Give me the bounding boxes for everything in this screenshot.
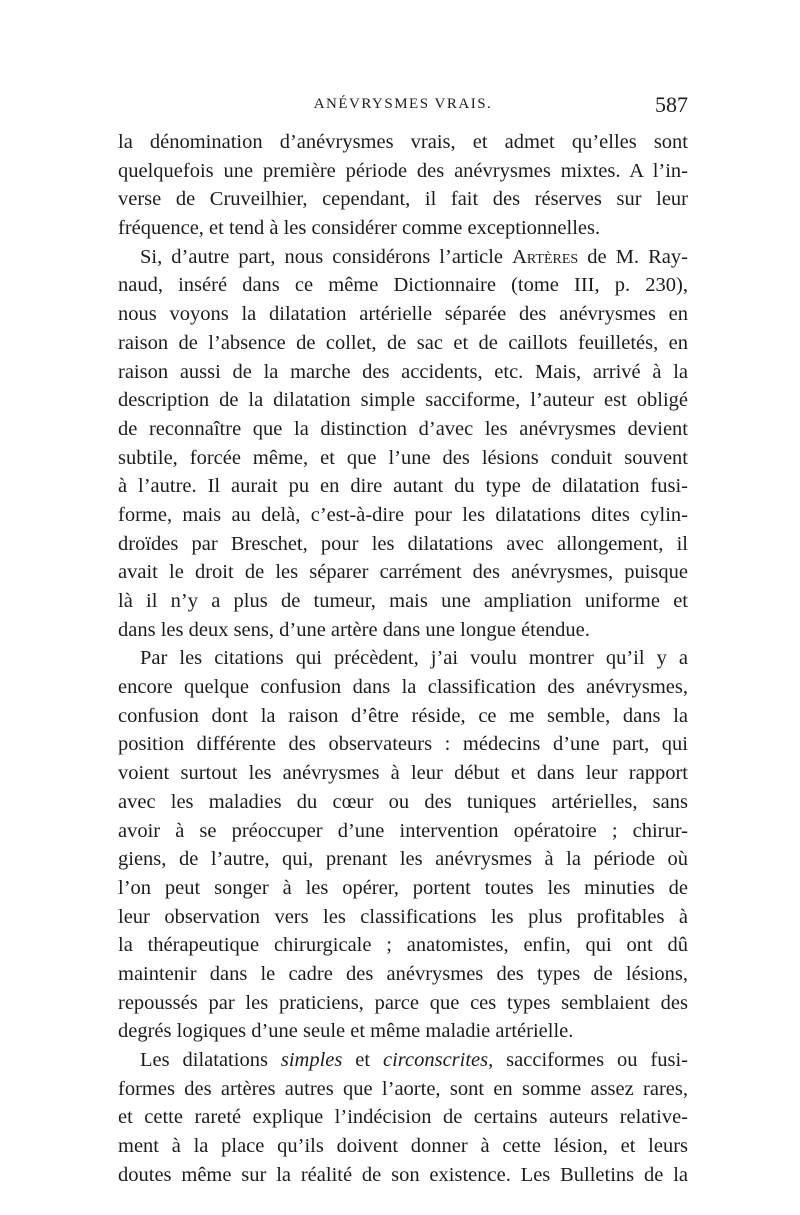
text-line: confusion dont la raison d’être réside, ce me semble, dans la xyxy=(118,704,688,727)
text-line: la dénomination d’anévrysmes vrais, et admet qu’elles sont xyxy=(118,131,688,153)
text-line: quelquefois une première période des anévrysmes mixtes. A l’in- xyxy=(118,159,688,182)
text-line: description de la dilatation simple sacciforme, l’auteur est obligé xyxy=(118,389,688,412)
text-line: raison de l’absence de collet, de sac et de caillots feuilletés, en xyxy=(118,331,688,354)
text-line: droïdes par Breschet, pour les dilatations avec allongement, il xyxy=(118,532,688,555)
italic-term: simples xyxy=(280,1049,343,1071)
text-line: voient surtout les anévrysmes à leur début et dans leur rapport xyxy=(118,762,688,785)
text-line: leur observation vers les classifications les plus profitables à xyxy=(118,905,688,928)
text-line: fréquence, et tend à les considérer comme exceptionnelles. xyxy=(118,217,601,240)
text-line xyxy=(118,243,688,272)
running-title: ANÉVRYSMES VRAIS. xyxy=(313,96,493,112)
text-line: doutes même sur la réalité de son existence. Les Bulletins de la xyxy=(118,1163,688,1186)
text-line: ment à la place qu’ils doivent donner à cette lésion, et leurs xyxy=(118,1135,688,1158)
text-line: raison aussi de la marche des accidents, etc. Mais, arrivé à la xyxy=(118,360,688,383)
italic-term: circonscrites, xyxy=(382,1049,494,1071)
text-line: position différente des observateurs : médecins d’une part, qui xyxy=(118,733,688,756)
text-line: giens, de l’autre, qui, prenant les anévrysmes à la période où xyxy=(118,848,688,871)
text-line: forme, mais au delà, c’est-à-dire pour les dilatations dites cylin- xyxy=(118,503,688,526)
text-line: naud, inséré dans ce même Dictionnaire (tome III, p. 230), xyxy=(118,274,688,297)
text-line: là il n’y a plus de tumeur, mais une ampliation uniforme et xyxy=(118,590,688,612)
text-line: avec les maladies du cœur ou des tuniques artérielles, sans xyxy=(118,790,688,813)
text-body xyxy=(118,128,688,1189)
text-line: à l’autre. Il aurait pu en dire autant du type de dilatation fusi- xyxy=(118,475,688,498)
text-line: maintenir dans le cadre des anévrysmes des types de lésions, xyxy=(118,962,688,985)
line-segment: de M. Ray- xyxy=(578,245,688,268)
text-line: repoussés par les praticiens, parce que ces types semblaient des xyxy=(118,991,688,1014)
text-line: Par les citations qui précèdent, j’ai voulu montrer qu’il y a xyxy=(140,647,688,670)
running-head xyxy=(118,92,688,122)
text-line: avait le droit de les séparer carrément des anévrysmes, puisque xyxy=(118,561,688,584)
text-line: degrés logiques d’une seule et même maladie artérielle. xyxy=(118,1020,574,1043)
small-caps-term: Artères xyxy=(512,245,579,268)
text-line: de reconnaître que la distinction d’avec les anévrysmes devient xyxy=(118,417,688,440)
line-segment: Si, d’autre part, nous considérons l’article xyxy=(140,245,513,268)
line-segment: Les dilatations xyxy=(140,1049,281,1071)
page-number: 587 xyxy=(655,92,688,117)
text-line: l’on peut songer à les opérer, portent toutes les minuties de xyxy=(118,876,688,899)
text-line: verse de Cruveilhier, cependant, il fait des réserves sur leur xyxy=(118,188,688,211)
text-line: et cette rareté explique l’indécision de certains auteurs relative- xyxy=(118,1106,688,1129)
text-line: avoir à se préoccuper d’une intervention opératoire ; chirur- xyxy=(118,819,688,842)
text-line: encore quelque confusion dans la classification des anévrysmes, xyxy=(118,676,688,699)
text-line: formes des artères autres que l’aorte, sont en somme assez rares, xyxy=(118,1077,688,1100)
text-line: nous voyons la dilatation artérielle séparée des anévrysmes en xyxy=(118,303,688,326)
line-segment: sacciformes ou fusi- xyxy=(493,1049,688,1071)
text-line: subtile, forcée même, et que l’une des lésions conduit souvent xyxy=(118,446,688,469)
text-line: dans les deux sens, d’une artère dans une longue étendue. xyxy=(118,618,590,641)
text-line: la thérapeutique chirurgicale ; anatomistes, enfin, qui ont dû xyxy=(118,934,688,957)
text-line xyxy=(118,1046,688,1075)
line-segment: et xyxy=(342,1049,383,1071)
